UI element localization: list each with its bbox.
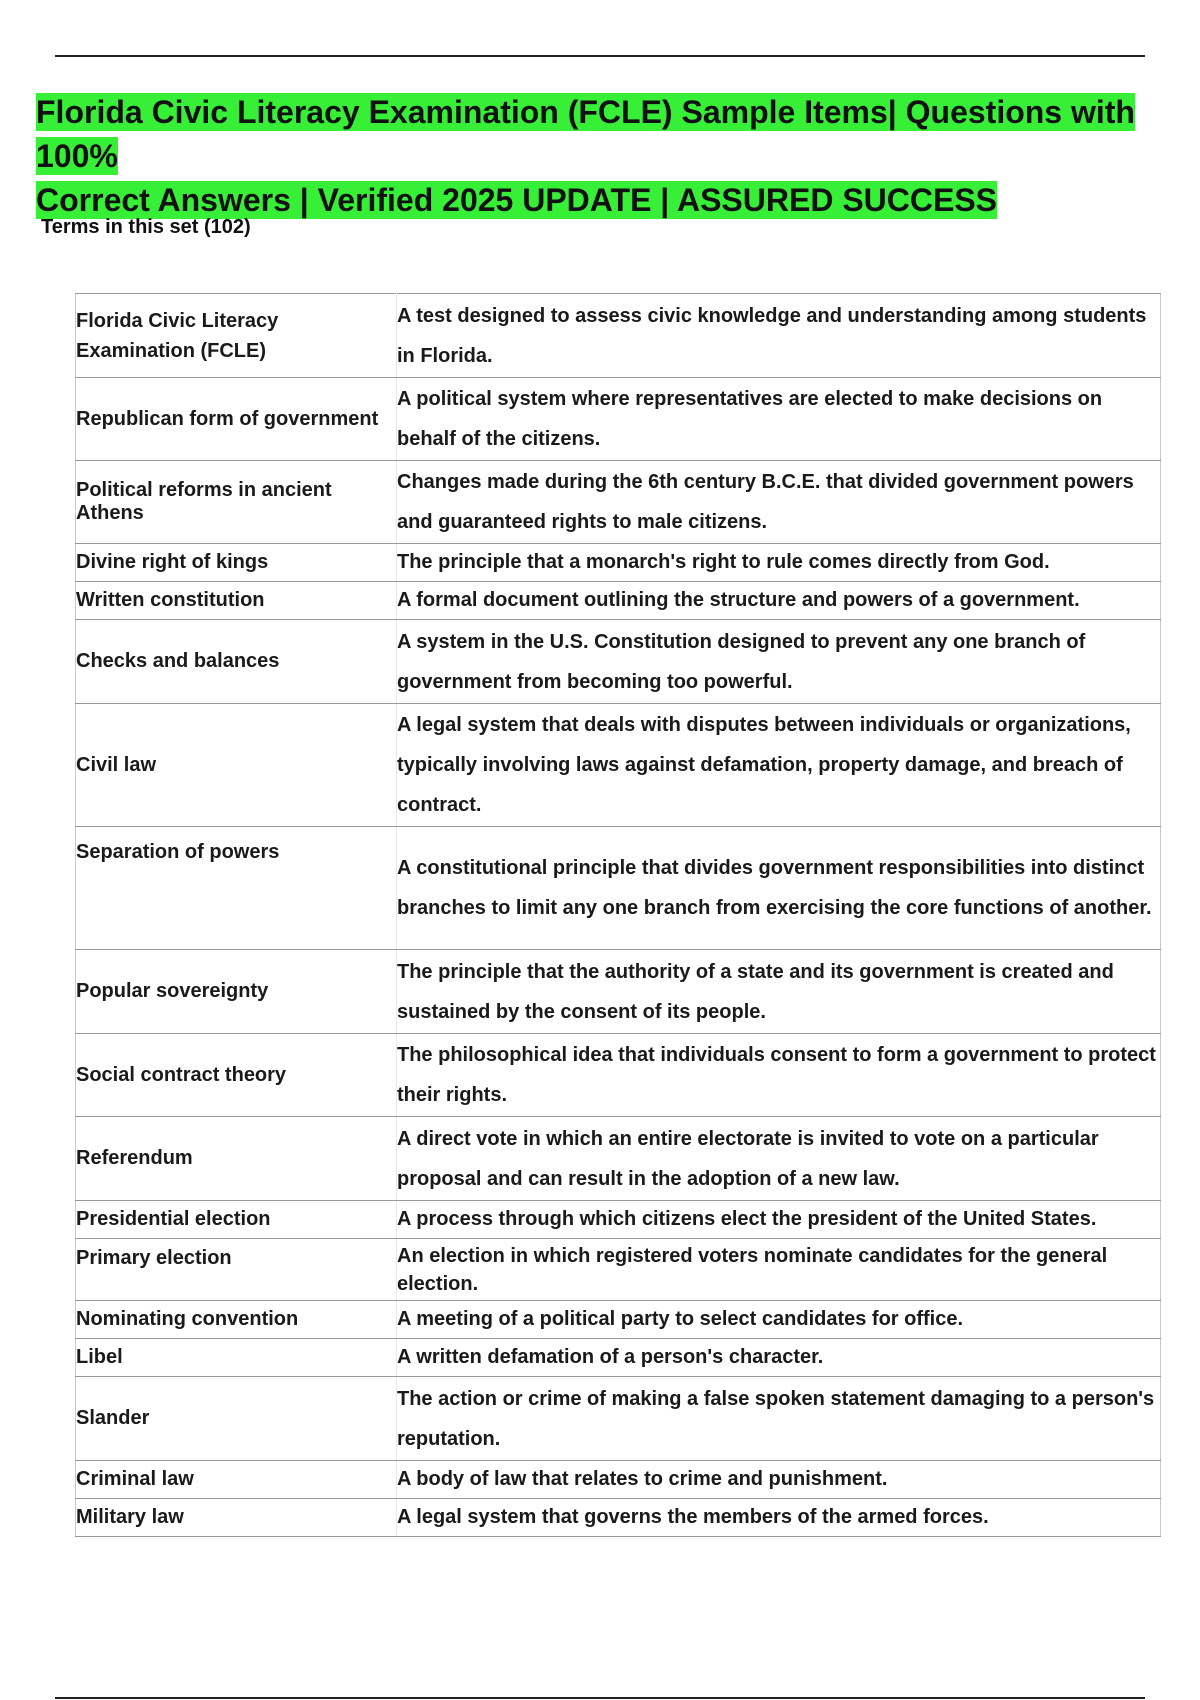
term-cell: Libel [76, 1339, 397, 1377]
term-cell: Social contract theory [76, 1034, 397, 1117]
title-line-1: Florida Civic Literacy Examination (FCLE) Sample Items| Questions with 100% [36, 94, 1135, 174]
definition-cell: The principle that a monarch's right to rule comes directly from God. [397, 544, 1161, 582]
table-row [76, 1499, 1161, 1537]
title-line-2: Correct Answers | Verified 2025 UPDATE | ASSURED SUCCESS [36, 182, 998, 218]
table-row [76, 544, 1161, 582]
term-cell: Political reforms in ancient Athens [76, 461, 397, 544]
table-row [76, 1034, 1161, 1117]
table-row [76, 704, 1161, 827]
definition-cell: The action or crime of making a false spoken statement damaging to a person's reputation. [397, 1377, 1161, 1461]
terms-table [75, 293, 1161, 1537]
term-cell: Republican form of government [76, 378, 397, 461]
table-row [76, 827, 1161, 950]
table-row [76, 1339, 1161, 1377]
term-cell: Written constitution [76, 582, 397, 620]
table-row [76, 620, 1161, 704]
table-row [76, 582, 1161, 620]
term-cell: Divine right of kings [76, 544, 397, 582]
definition-cell: A legal system that governs the members of the armed forces. [397, 1499, 1161, 1537]
table-row [76, 1117, 1161, 1201]
table-row [76, 461, 1161, 544]
term-cell: Florida Civic Literacy Examination (FCLE) [76, 294, 397, 378]
term-cell: Separation of powers [76, 827, 397, 950]
definition-cell: A process through which citizens elect the president of the United States. [397, 1201, 1161, 1239]
definition-cell: A meeting of a political party to select candidates for office. [397, 1301, 1161, 1339]
document-title [36, 90, 1166, 222]
definition-cell: A legal system that deals with disputes between individuals or organizations, typically involving laws against defamation, property damage, and breach of contract. [397, 704, 1161, 827]
table-row [76, 294, 1161, 378]
table-row [76, 1239, 1161, 1301]
definition-cell: A formal document outlining the structure and powers of a government. [397, 582, 1161, 620]
table-row [76, 1301, 1161, 1339]
definition-cell: A constitutional principle that divides government responsibilities into distinct branches to limit any one branch from exercising the core functions of another. [397, 827, 1161, 950]
term-cell: Primary election [76, 1239, 397, 1301]
definition-cell: The philosophical idea that individuals consent to form a government to protect their rights. [397, 1034, 1161, 1117]
table-row [76, 378, 1161, 461]
term-cell: Popular sovereignty [76, 950, 397, 1034]
table-row [76, 1461, 1161, 1499]
term-cell: Presidential election [76, 1201, 397, 1239]
term-cell: Criminal law [76, 1461, 397, 1499]
definition-cell: A political system where representatives are elected to make decisions on behalf of the citizens. [397, 378, 1161, 461]
definition-cell: A direct vote in which an entire electorate is invited to vote on a particular proposal and can result in the adoption of a new law. [397, 1117, 1161, 1201]
term-cell: Slander [76, 1377, 397, 1461]
definition-cell: A body of law that relates to crime and punishment. [397, 1461, 1161, 1499]
term-cell: Referendum [76, 1117, 397, 1201]
terms-count-label: Terms in this set (102) [41, 216, 251, 238]
definition-cell: A system in the U.S. Constitution designed to prevent any one branch of government from becoming too powerful. [397, 620, 1161, 704]
definition-cell: A written defamation of a person's character. [397, 1339, 1161, 1377]
footer-rule [55, 1697, 1145, 1699]
definition-cell: An election in which registered voters nominate candidates for the general election. [397, 1239, 1161, 1301]
table-row [76, 950, 1161, 1034]
table-row [76, 1201, 1161, 1239]
table-row [76, 1377, 1161, 1461]
header-rule [55, 55, 1145, 57]
term-cell: Military law [76, 1499, 397, 1537]
term-cell: Checks and balances [76, 620, 397, 704]
definition-cell: A test designed to assess civic knowledge and understanding among students in Florida. [397, 294, 1161, 378]
definition-cell: The principle that the authority of a state and its government is created and sustained by the consent of its people. [397, 950, 1161, 1034]
term-cell: Nominating convention [76, 1301, 397, 1339]
term-cell: Civil law [76, 704, 397, 827]
definition-cell: Changes made during the 6th century B.C.E. that divided government powers and guaranteed rights to male citizens. [397, 461, 1161, 544]
